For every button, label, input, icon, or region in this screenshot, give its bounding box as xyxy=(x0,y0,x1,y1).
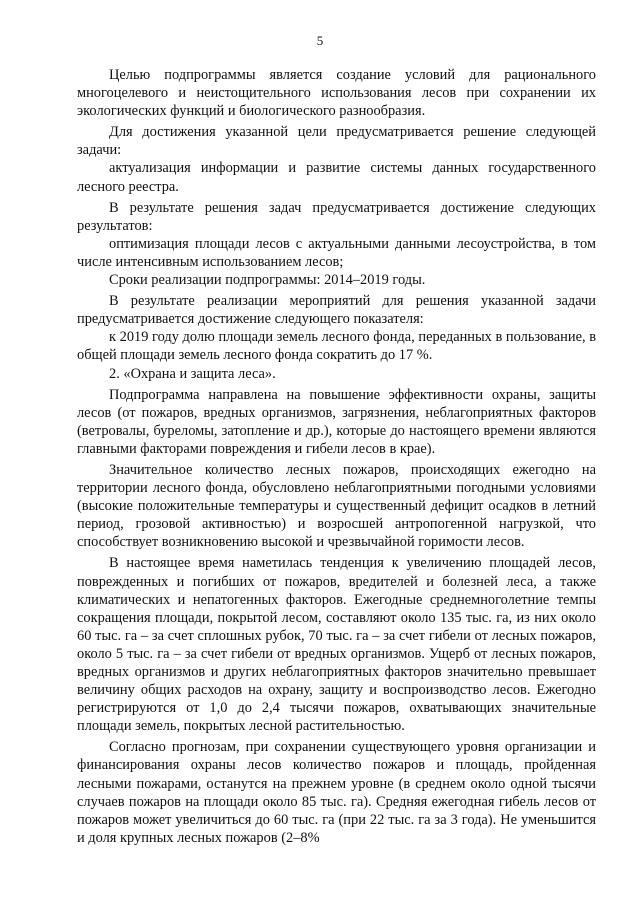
paragraph-task: актуализация информации и развитие системы данных государственного лесного реестра. xyxy=(77,160,596,195)
paragraph-forecast: Согласно прогнозам, при сохранении существующего уровня организации и финансирования охраны лесов количество пожаров и площадь, пройденная лесными пожарами, останутся на прежнем уровне (в среднем около одной тысячи случаев пожаров на площади около 85 тыс. га). Средняя ежегодная гибель лесов от пожаров может увеличиться до 60 тыс. га (при 22 тыс. га за 3 года). Не уменьшится и доля крупных лесных пожаров (2–8% xyxy=(77,739,596,846)
section-heading: 2. «Охрана и защита леса». xyxy=(109,365,276,382)
paragraph-terms: Сроки реализации подпрограммы: 2014–2019 годы. xyxy=(109,272,426,289)
paragraph-subprogram: Подпрограмма направлена на повышение эффективности охраны, защиты лесов (от пожаров, вредных организмов, загрязнения, неблагоприятных факторов (ветровалы, буреломы, затопление и др.), которые до настоящего времени являются главными факторами повреждения и гибели лесов в крае). xyxy=(77,386,596,457)
page-number: 5 xyxy=(316,33,324,48)
paragraph-fires: Значительное количество лесных пожаров, происходящих ежегодно на территории лесного фонда, обусловлено неблагоприятными погодными условиями (высокие положительные температуры и существенный дефицит осадков в летний период, грозовой активностью) и возросшей антропогенной нагрузкой, что способствует возникновению высокой и чрезвычайной горимости лесов. xyxy=(77,461,596,551)
paragraph-task-intro: Для достижения указанной цели предусматривается решение следующей задачи: xyxy=(77,124,596,159)
paragraph-trend: В настоящее время наметилась тенденция к увеличению площадей лесов, поврежденных и погибших от пожаров, вредителей и болезней леса, а также климатических и непатогенных факторов. Ежегодные среднемноголетние темпы сокращения площади, покрытой лесом, составляют около 135 тыс. га, из них около 60 тыс. га – за счет сплошных рубок, 70 тыс. га – за счет гибели от лесных пожаров, около 5 тыс. га – за счет гибели от вредных организмов. Ущерб от лесных пожаров, вредных организмов и других неблагоприятных факторов значительно превышает величину общих расходов на охрану, защиту и воспроизводство лесов. Ежегодно регистрируются от 1,0 до 2,4 тысячи пожаров, охватывающих значительные площади земель, покрытых лесной растительностью. xyxy=(77,555,596,735)
paragraph-indicator-intro: В результате реализации мероприятий для решения указанной задачи предусматривается достижение следующего показателя: xyxy=(77,293,596,328)
paragraph-indicator: к 2019 году долю площади земель лесного фонда, переданных в пользование, в общей площади земель лесного фонда сократить до 17 %. xyxy=(77,329,596,364)
document-body xyxy=(77,66,596,847)
paragraph-goal: Целью подпрограммы является создание условий для рационального многоцелевого и неистощительного использования лесов при сохранении их экологических функций и биологического разнообразия. xyxy=(77,67,596,120)
paragraph-result: оптимизация площади лесов с актуальными данными лесоустройства, в том числе интенсивным использованием лесов; xyxy=(77,235,596,270)
paragraph-results-intro: В результате решения задач предусматривается достижение следующих результатов: xyxy=(77,199,596,234)
